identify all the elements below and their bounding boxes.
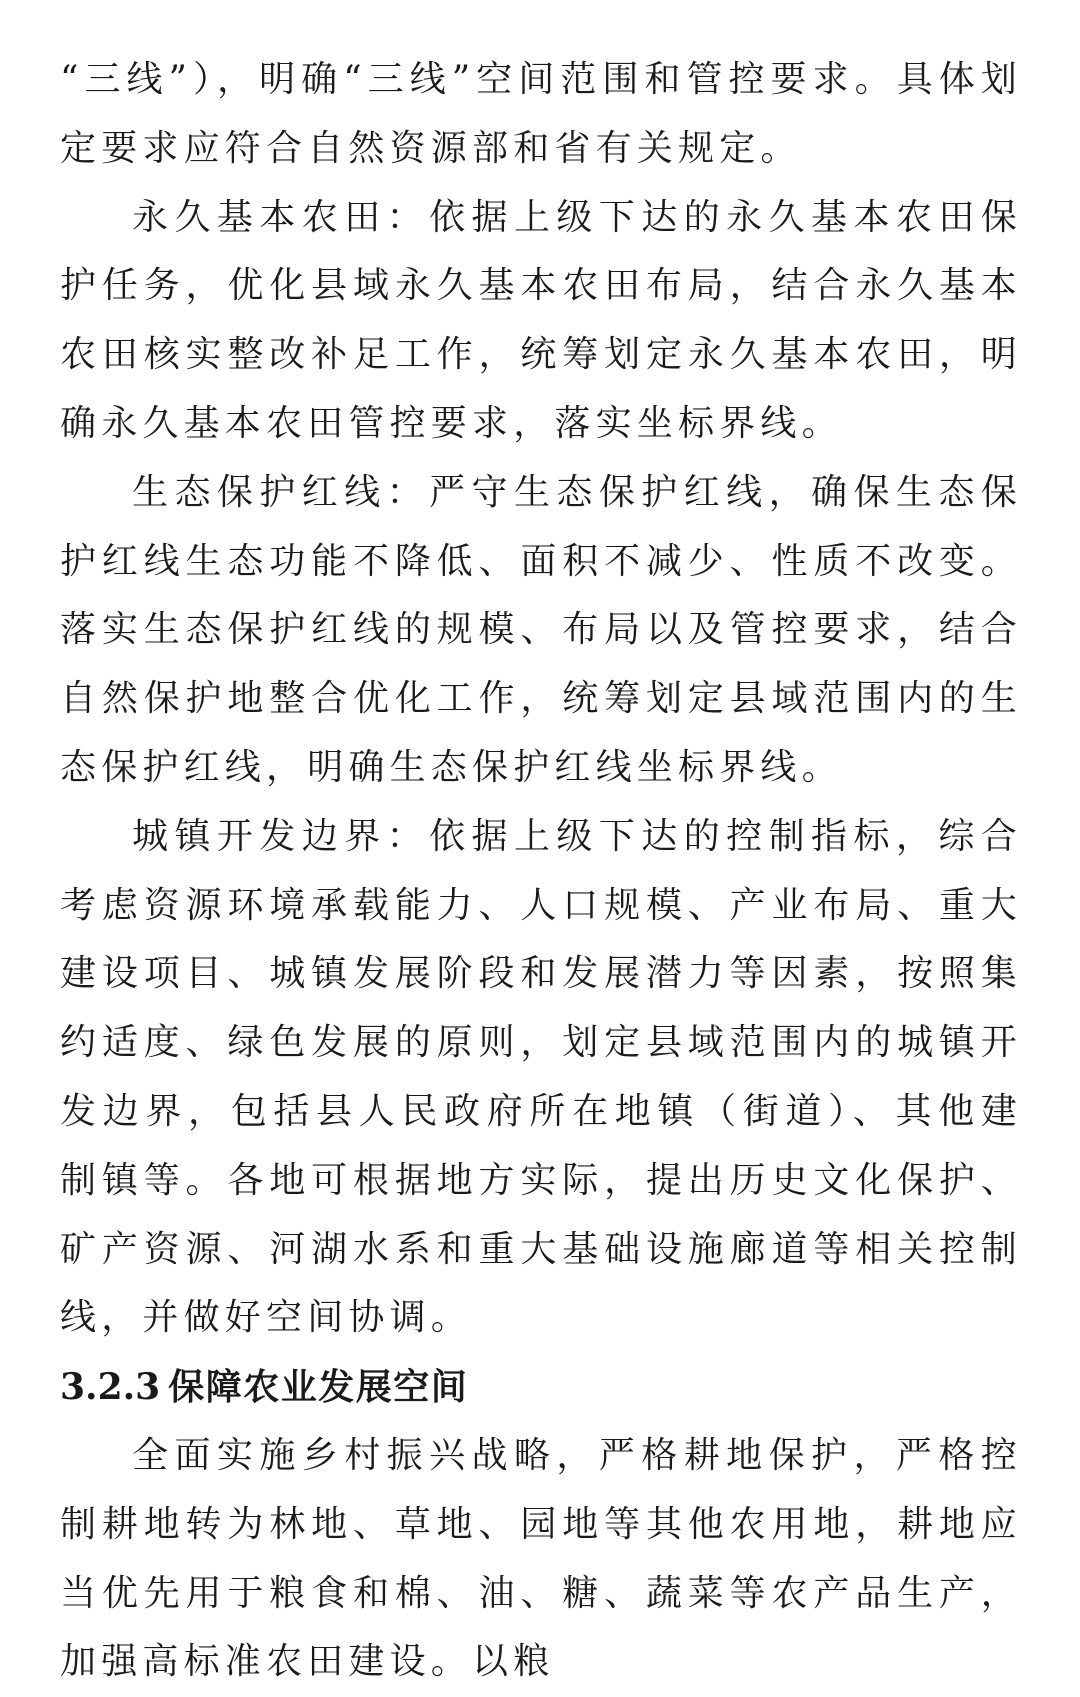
paragraph-urban-boundary: 城镇开发边界：依据上级下达的控制指标，综合考虑资源环境承载能力、人口规模、产业布局、重大建设项目、城镇发展阶段和发展潜力等因素，按照集约适度、绿色发展的原则，划定县域范围内的城镇开发边界，包括县人民政府所在地镇（街道）、其他建制镇等。各地可根据地方实际，提出历史文化保护、矿产资源、河湖水系和重大基础设施廊道等相关控制线，并做好空间协调。 xyxy=(60,815,1022,1339)
section-heading xyxy=(60,1353,1022,1422)
paragraph-three-lines-intro: “三线”），明确“三线”空间范围和管控要求。具体划定要求应符合自然资源部和省有关规定。 xyxy=(60,59,1022,169)
section-title: 保障农业发展空间 xyxy=(168,1366,469,1409)
section-number: 3.2.3 xyxy=(60,1366,161,1409)
paragraph-agriculture-space: 全面实施乡村振兴战略，严格耕地保护，严格控制耕地转为林地、草地、园地等其他农用地，耕地应当优先用于粮食和棉、油、糖、蔬菜等农产品生产，加强高标准农田建设。以粮 xyxy=(60,1434,1022,1683)
paragraph-permanent-farmland: 永久基本农田：依据上级下达的永久基本农田保护任务，优化县域永久基本农田布局，结合永久基本农田核实整改补足工作，统筹划定永久基本农田，明确永久基本农田管控要求，落实坐标界线。 xyxy=(60,196,1022,444)
paragraph-ecological-red-line: 生态保护红线：严守生态保护红线，确保生态保护红线生态功能不降低、面积不减少、性质不改变。落实生态保护红线的规模、布局以及管控要求，结合自然保护地整合优化工作，统筹划定县域范围内的生态保护红线，明确生态保护红线坐标界线。 xyxy=(60,471,1022,788)
